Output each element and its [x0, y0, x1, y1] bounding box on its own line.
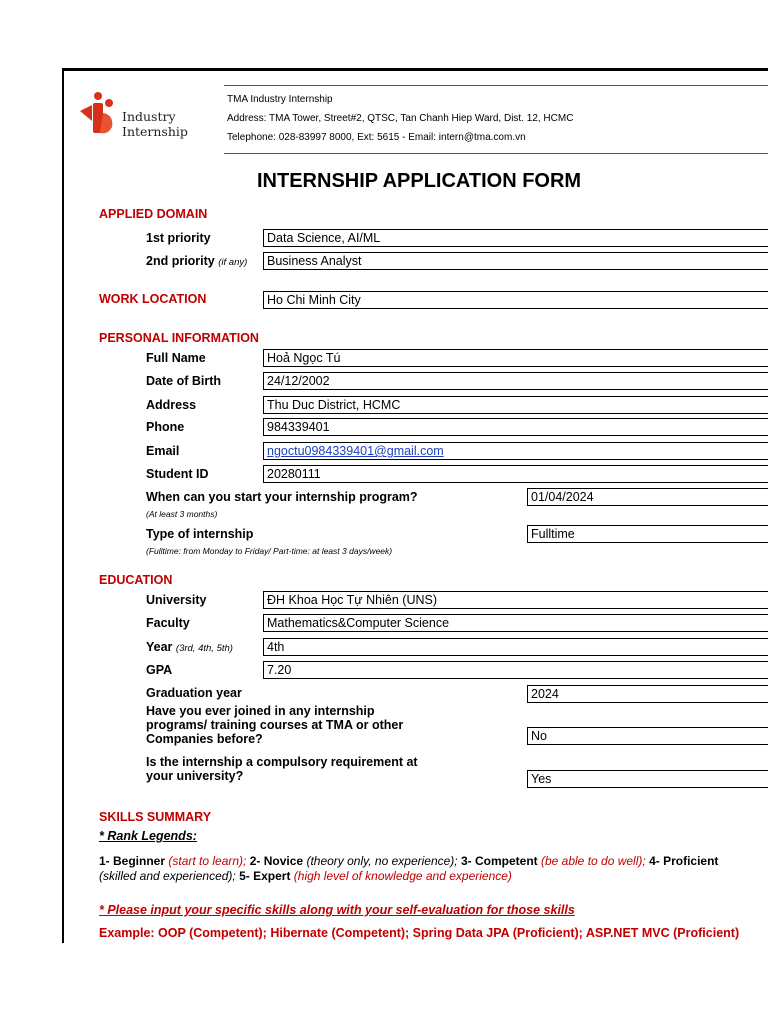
skills-example: Example: OOP (Competent); Hibernate (Competent); Spring Data JPA (Proficient); ASP.NET MVC (Proficient) — [99, 926, 740, 940]
address-field[interactable]: Thu Duc District, HCMC — [263, 396, 768, 414]
skills-instruction: * Please input your specific skills along with your self-evaluation for those skills — [99, 903, 575, 917]
rank2-num: 2- — [249, 854, 264, 868]
phone-label: Phone — [146, 420, 185, 434]
org-address: Address: TMA Tower, Street#2, QTSC, Tan Chanh Hiep Ward, Dist. 12, HCMC — [227, 113, 574, 124]
priority2-field[interactable]: Business Analyst — [263, 252, 768, 270]
rank4-name: Proficient — [663, 854, 719, 868]
internship-type-field[interactable]: Fulltime — [527, 525, 768, 543]
joined-before-label-line3: Companies before? — [146, 732, 263, 746]
joined-before-field[interactable]: No — [527, 727, 768, 745]
logo-text-line1: Industry — [122, 109, 176, 124]
priority2-label: 2nd priority — [146, 254, 215, 268]
page-title: INTERNSHIP APPLICATION FORM — [257, 170, 582, 192]
rank4-num: 4- — [649, 854, 664, 868]
address-label: Address — [146, 398, 197, 412]
application-form-sheet — [62, 68, 768, 943]
start-date-label: When can you start your internship program? — [146, 490, 418, 504]
year-note: (3rd, 4th, 5th) — [175, 643, 233, 654]
joined-before-label-line2: programs/ training courses at TMA or other — [146, 718, 404, 732]
year-field[interactable]: 4th — [263, 638, 768, 656]
priority1-label: 1st priority — [146, 231, 211, 245]
joined-before-label — [146, 704, 403, 746]
year-label: Year — [146, 640, 173, 654]
header-top-rule — [224, 85, 768, 86]
phone-field[interactable]: 984339401 — [263, 418, 768, 436]
industry-internship-logo-icon — [78, 91, 118, 137]
section-work-location: WORK LOCATION — [99, 292, 207, 306]
rank-legend-line2 — [99, 868, 512, 884]
dob-field[interactable]: 24/12/2002 — [263, 372, 768, 390]
rank5-num: 5- — [239, 869, 254, 883]
email-label: Email — [146, 444, 180, 458]
org-contact: Telephone: 028-83997 8000, Ext: 5615 - Email: intern@tma.com.vn — [227, 132, 526, 143]
internship-type-note: (Fulltime: from Monday to Friday/ Part-time: at least 3 days/week) — [146, 546, 393, 556]
rank1-num: 1- — [99, 854, 114, 868]
year-label-group — [146, 640, 233, 654]
internship-type-label: Type of internship — [146, 527, 254, 541]
company-logo — [78, 91, 188, 139]
email-link[interactable]: ngoctu0984339401@gmail.com — [267, 444, 444, 458]
rank3-num: 3- — [460, 854, 475, 868]
student-id-field[interactable]: 20280111 — [263, 465, 768, 483]
rank5-desc: (high level of knowledge and experience) — [290, 869, 512, 883]
priority2-note: (if any) — [218, 257, 248, 268]
compulsory-label — [146, 755, 418, 783]
joined-before-label-line1: Have you ever joined in any internship — [146, 704, 375, 718]
section-personal-information: PERSONAL INFORMATION — [99, 331, 259, 345]
compulsory-label-line1: Is the internship a compulsory requirement at — [146, 755, 418, 769]
work-location-field[interactable]: Ho Chi Minh City — [263, 291, 768, 309]
email-field[interactable] — [263, 442, 768, 460]
rank-legend-title: * Rank Legends: — [99, 829, 197, 843]
priority1-field[interactable]: Data Science, AI/ML — [263, 229, 768, 247]
university-field[interactable]: ĐH Khoa Học Tự Nhiên (UNS) — [263, 591, 768, 609]
compulsory-label-line2: your university? — [146, 769, 244, 783]
section-education: EDUCATION — [99, 573, 173, 587]
student-id-label: Student ID — [146, 467, 209, 481]
rank1-name: Beginner — [113, 854, 166, 868]
rank5-name: Expert — [253, 869, 291, 883]
logo-text-line2: Internship — [122, 124, 188, 139]
rank1-desc: (start to learn); — [165, 854, 250, 868]
compulsory-field[interactable]: Yes — [527, 770, 768, 788]
rank3-name: Competent — [474, 854, 538, 868]
graduation-year-field[interactable]: 2024 — [527, 685, 768, 703]
dob-label: Date of Birth — [146, 374, 221, 388]
org-name: TMA Industry Internship — [227, 94, 333, 105]
start-date-field[interactable]: 01/04/2024 — [527, 488, 768, 506]
gpa-label: GPA — [146, 663, 173, 677]
header-bottom-rule — [224, 153, 768, 154]
full-name-field[interactable]: Hoả Ngọc Tú — [263, 349, 768, 367]
rank2-desc: (theory only, no experience); — [303, 854, 461, 868]
rank2-name: Novice — [263, 854, 304, 868]
rank4-desc: (skilled and experienced); — [99, 869, 240, 883]
faculty-field[interactable]: Mathematics&Computer Science — [263, 614, 768, 632]
graduation-year-label: Graduation year — [146, 686, 242, 700]
section-skills-summary: SKILLS SUMMARY — [99, 810, 212, 824]
faculty-label: Faculty — [146, 616, 190, 630]
university-label: University — [146, 593, 207, 607]
priority2-label-group — [146, 254, 247, 268]
full-name-label: Full Name — [146, 351, 206, 365]
rank-legend-line1 — [99, 853, 718, 869]
start-date-note: (At least 3 months) — [146, 509, 218, 519]
rank3-desc: (be able to do well); — [537, 854, 650, 868]
section-applied-domain: APPLIED DOMAIN — [99, 207, 208, 221]
gpa-field[interactable]: 7.20 — [263, 661, 768, 679]
